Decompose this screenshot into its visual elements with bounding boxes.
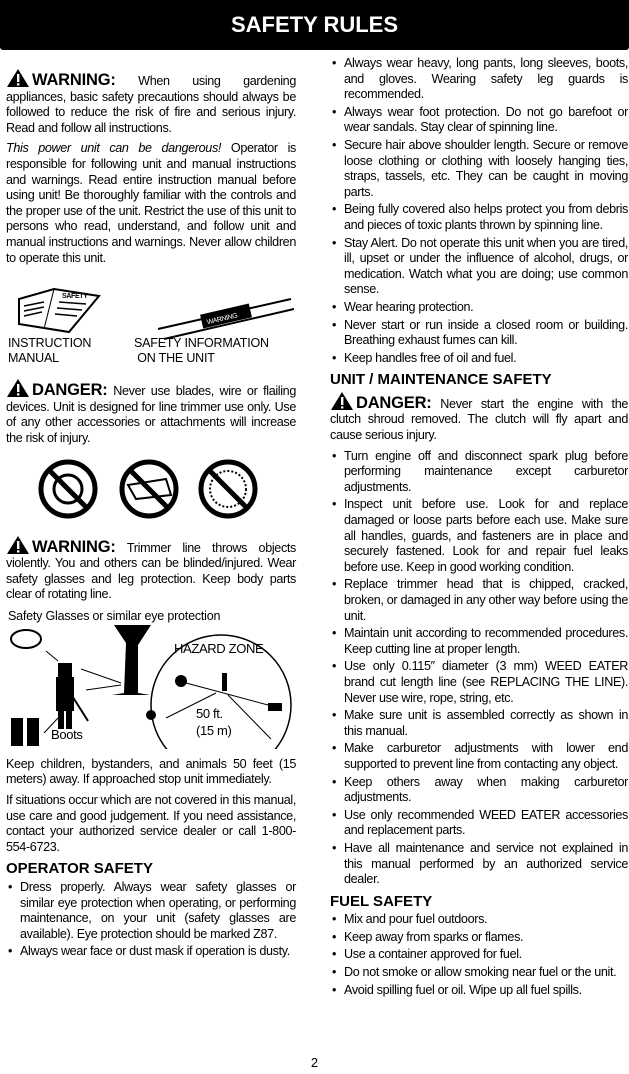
hazard-zone-figure (6, 609, 296, 749)
warning-paragraph-2: WARNING: Trimmer line throws objects violently. You and others can be blinded/injured. Wear safety glasses and leg protection. Keep body parts clear of rotating line. (6, 535, 296, 603)
no-saw-icon (201, 462, 255, 516)
no-blade-icon (41, 462, 95, 516)
warning-triangle-icon (6, 378, 30, 398)
list-item: • Use a container approved for fuel. (330, 947, 628, 963)
warning-triangle-icon (330, 391, 354, 411)
list-item: • Keep handles free of oil and fuel. (330, 351, 628, 367)
unit-maintenance-list (330, 449, 628, 888)
danger-paragraph-2: DANGER: Never start the engine with the clutch shroud removed. The clutch will fly apart and cause serious injury. (330, 391, 628, 444)
list-item: • Stay Alert. Do not operate this unit when you are tired, ill, upset or under the influence of alcohol, drugs, or medication. Watch what you are doing; use common sense. (330, 236, 628, 298)
list-item: • Make sure unit is assembled correctly as shown in this manual. (330, 708, 628, 739)
list-item: • Dress properly. Always wear safety glasses or similar eye protection when operating, or performing maintenance, on your unit (safety glasses are available). Eye protection should be marked Z87. (6, 880, 296, 942)
list-item: • Wear hearing protection. (330, 300, 628, 316)
hazard-zone-illustration (6, 623, 296, 749)
situations-paragraph: If situations occur which are not covered in this manual, use care and good judgement. If you need assistance, contact your authorized service dealer or call 1-800-554-6723. (6, 793, 296, 854)
list-item: • Always wear face or dust mask if operation is dusty. (6, 944, 296, 960)
dangerous-paragraph: This power unit can be dangerous! Operator is responsible for following unit and manual instructions and warnings. Read entire instruction manual before using unit! Be thoroughly familiar with the controls and the proper use of the unit. Restrict the use of this unit to persons who read, understand, and follow unit and manual instructions and warnings. Never allow children to operate this unit. (6, 141, 296, 265)
list-item: • Being fully covered also helps protect you from debris and pieces of toxic plants thrown by spinning line. (330, 202, 628, 233)
list-item: • Do not smoke or allow smoking near fuel or the unit. (330, 965, 628, 981)
safety-information-caption: SAFETY INFORMATION ON THE UNIT (134, 336, 269, 366)
list-item: • Turn engine off and disconnect spark plug before performing maintenance except carburetor adjustments. (330, 449, 628, 496)
operator-safety-list (6, 880, 296, 960)
list-item: • Never start or run inside a closed room or building. Breathing exhaust fumes can kill. (330, 318, 628, 349)
list-item: • Make carburetor adjustments with lower end supported to prevent line from contacting any object. (330, 741, 628, 772)
distance-m: (15 m) (196, 722, 232, 738)
list-item: • Mix and pour fuel outdoors. (330, 912, 628, 928)
hazard-zone-label: HAZARD ZONE (174, 640, 264, 656)
list-item: • Replace trimmer head that is chipped, cracked, broken, or damaged in any other way before using the unit. (330, 577, 628, 624)
page-title: SAFETY RULES (230, 12, 399, 37)
list-item: • Keep away from sparks or flames. (330, 930, 628, 946)
no-blades-figure (6, 455, 296, 527)
fuel-safety-heading: FUEL SAFETY (330, 892, 433, 910)
list-item: • Maintain unit according to recommended procedures. Keep cutting line at proper length. (330, 626, 628, 657)
list-item: • Inspect unit before use. Look for and replace damaged or loose parts before each use. Make sure all handles, guards, and fasteners are in place and securely fastened. Look for and repair fuel leaks before use. Keep in good working condition. (330, 497, 628, 575)
left-column (6, 68, 296, 962)
warning-paragraph: WARNING: When using gardening appliances, basic safety precautions should always be followed to reduce the risk of fire and serious injury. Read and follow all instructions. (6, 68, 296, 136)
manual-book-icon (14, 284, 104, 339)
safety-glasses-caption: Safety Glasses or similar eye protection (8, 608, 221, 623)
page-number: 2 (310, 1055, 319, 1070)
list-item: • Keep others away when making carburetor adjustments. (330, 775, 628, 806)
list-item: • Have all maintenance and service not explained in this manual performed by an authorized service dealer. (330, 841, 628, 888)
right-column (330, 56, 628, 1000)
book-text: SAFETY (62, 293, 88, 301)
warning-triangle-icon (6, 68, 30, 88)
no-flail-icon (122, 462, 176, 516)
list-item: • Always wear foot protection. Do not go barefoot or wear sandals. Stay clear of spinning line. (330, 105, 628, 136)
danger-paragraph: DANGER: Never use blades, wire or flailing devices. Unit is designed for line trimmer use only. Use of any other accessories or attachments will increase the risk of injury. (6, 378, 296, 446)
manual-figure (6, 274, 296, 370)
list-item: • Use only 0.115″ diameter (3 mm) WEED EATER brand cut length line (see REPLACING THE LINE). Never use wire, rope, string, etc. (330, 659, 628, 706)
list-item: • Avoid spilling fuel or oil. Wipe up all fuel spills. (330, 983, 628, 999)
fuel-safety-list (330, 912, 628, 998)
warning-triangle-icon (6, 535, 30, 555)
instruction-manual-caption: INSTRUCTION MANUAL (8, 336, 92, 366)
operator-safety-list-continued (330, 56, 628, 366)
list-item: • Secure hair above shoulder length. Secure or remove loose clothing or clothing with loosely hanging ties, straps, tassels, etc. They can be caught in moving parts. (330, 138, 628, 200)
unit-maintenance-heading: UNIT / MAINTENANCE SAFETY (330, 371, 552, 389)
list-item: • Use only recommended WEED EATER accessories and replacement parts. (330, 808, 628, 839)
distance-ft: 50 ft. (196, 705, 223, 721)
boots-label: Boots (51, 726, 83, 742)
keep-children-paragraph: Keep children, bystanders, and animals 50 feet (15 meters) away. If approached stop unit immediately. (6, 756, 296, 787)
svg-text:WARNING: WARNING (206, 312, 239, 327)
list-item: • Always wear heavy, long pants, long sleeves, boots, and gloves. Wearing safety leg guards is recommended. (330, 56, 628, 103)
operator-safety-heading: OPERATOR SAFETY (6, 860, 153, 878)
page-banner (0, 0, 629, 50)
prohibited-attachments-icons (6, 455, 296, 521)
